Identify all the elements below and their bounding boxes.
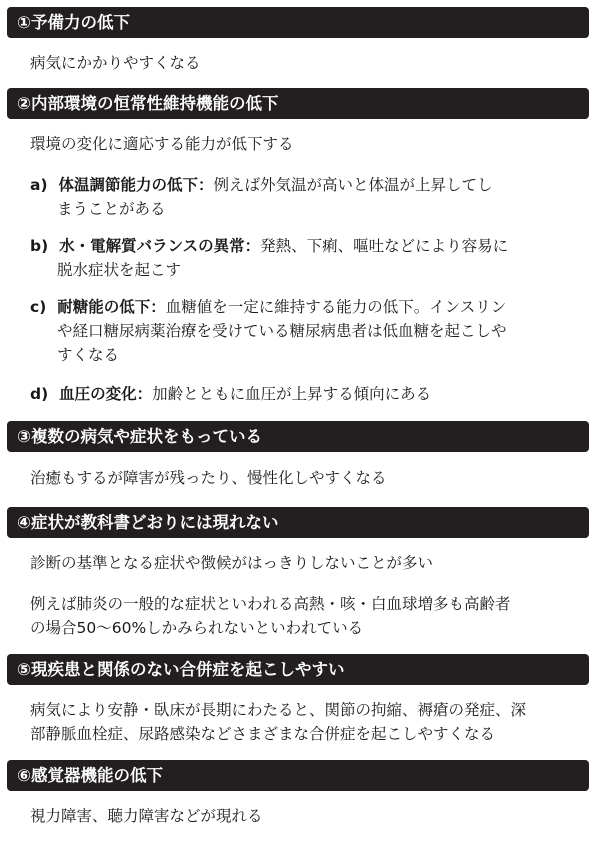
- item-text: 例えば外気温が高いと体温が上昇してし: [213, 176, 493, 194]
- item-title: 耐糖能の低下：: [57, 298, 166, 316]
- item-marker: d): [30, 385, 49, 403]
- body-text: 視力障害、聴力障害などが現れる: [30, 807, 263, 825]
- section-heading: ⑥感覚器機能の低下: [17, 766, 163, 785]
- section-heading-bar: [7, 88, 589, 119]
- item-marker: a): [30, 176, 48, 194]
- section-heading: ②内部環境の恒常性維持機能の低下: [17, 94, 279, 113]
- body-text: 病気により安静・臥床が長期にわたると、関節の拘縮、褥瘡の発症、深: [30, 701, 527, 719]
- section-heading: ⑤現疾患と関係のない合併症を起こしやすい: [17, 660, 345, 679]
- list-item: [30, 384, 431, 404]
- item-text: 血糖値を一定に維持する能力の低下。インスリン: [165, 298, 507, 316]
- section-heading: ①予備力の低下: [17, 13, 130, 32]
- item-text-continued: まうことがある: [57, 200, 166, 218]
- body-text: 部静脈血栓症、尿路感染などさまざまな合併症を起こしやすくなる: [30, 725, 496, 743]
- item-marker: b): [30, 237, 49, 255]
- section-heading: ④症状が教科書どおりには現れない: [17, 513, 279, 532]
- item-title: 水・電解質バランスの異常：: [59, 237, 261, 255]
- body-text: 病気にかかりやすくなる: [30, 54, 201, 72]
- section-heading-bar: [7, 760, 589, 791]
- body-text: 治癒もするが障害が残ったり、慢性化しやすくなる: [30, 469, 387, 487]
- item-title: 体温調節能力の低下：: [58, 176, 214, 194]
- section-heading-bar: [7, 7, 589, 38]
- body-text: 診断の基準となる症状や徴候がはっきりしないことが多い: [30, 554, 434, 572]
- item-text-continued: すくなる: [57, 346, 120, 364]
- body-text: 例えば肺炎の一般的な症状といわれる高熱・咳・白血球増多も高齢者: [30, 595, 511, 613]
- item-title: 血圧の変化：: [59, 385, 153, 403]
- section-heading: ③複数の病気や症状をもっている: [17, 427, 262, 446]
- item-text: 加齢とともに血圧が上昇する傾向にある: [152, 385, 432, 403]
- section-heading-bar: [7, 507, 589, 538]
- intro-text: 環境の変化に適応する能力が低下する: [30, 135, 294, 153]
- section-heading-bar: [7, 654, 589, 685]
- item-text-continued: や経口糖尿病薬治療を受けている糖尿病患者は低血糖を起こしや: [57, 322, 507, 340]
- section-heading-bar: [7, 421, 589, 452]
- item-marker: c): [30, 298, 47, 316]
- item-text-continued: 脱水症状を起こす: [57, 261, 182, 279]
- item-text: 発熱、下痢、嘔吐などにより容易に: [260, 237, 509, 255]
- list-item: [30, 175, 493, 195]
- list-item: [30, 236, 508, 256]
- list-item: [30, 297, 506, 317]
- body-text: の場合50〜60%しかみられないといわれている: [30, 619, 364, 637]
